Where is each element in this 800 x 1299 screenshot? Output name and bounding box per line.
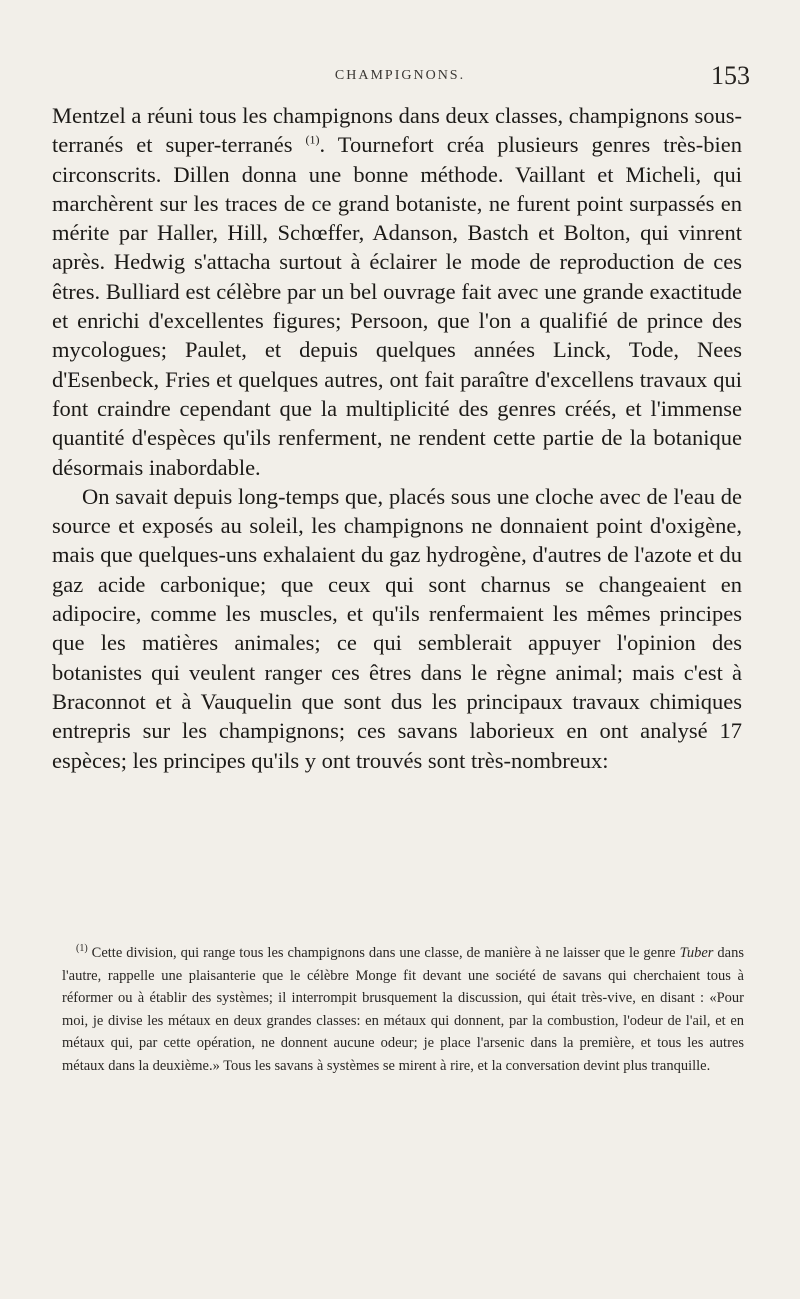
- page-number: 153: [711, 61, 750, 90]
- page-header: [50, 61, 750, 96]
- footnote-mark: (1): [76, 943, 88, 955]
- main-text: [52, 101, 742, 775]
- paragraph-1-part-a: Mentzel a réuni tous les champignons dans deux classes, champignons sous-terranés et super-terranés: [52, 103, 742, 158]
- running-title: CHAMPIGNONS.: [334, 68, 466, 83]
- paragraph-1: [52, 101, 742, 482]
- footnote: [62, 942, 744, 1077]
- footnote-reference: (1): [305, 132, 320, 147]
- paragraph-1-part-b: . Tournefort créa plusieurs genres très-bien circonscrits. Dillen donna une bonne méthode. Vaillant et Micheli, qui marchèrent sur les traces de ce grand botaniste, ne furent point surpassés en mérite par Haller, Hill, Schœffer, Adanson, Bastch et Bolton, qui vinrent après. Hedwig s'attacha surtout à éclairer le mode de reproduction de ces êtres. Bulliard est célèbre par un bel ouvrage fait avec une grande exactitude et enrichi d'excellentes figures; Persoon, que l'on a qualifié de prince des mycologues; Paulet, et depuis quelques années Linck, Tode, Nees d'Esenbeck, Fries et quelques autres, ont fait paraître d'excellens travaux qui font craindre cependant que la multiplicité des genres créés, et l'immense quantité d'espèces qu'ils renferment, ne rendent cette partie de la botanique désormais inabordable.: [52, 132, 742, 480]
- footnote-italic-term: Tuber: [679, 945, 714, 961]
- footnote-part-b: dans l'autre, rappelle une plaisanterie que le célèbre Monge fit devant une société de savans qui cherchaient tous à réformer ou à établir des systèmes; il interrompit brusquement la discussion, qui était très-vive, en disant : «Pour moi, je divise les métaux en deux grandes classes: en métaux qui donnent, par la combustion, l'odeur de l'ail, et en métaux qui, par cette opération, ne donnent aucune odeur; je place l'arsenic dans la première, et tous les autres métaux dans la deuxième.» Tous les savans à systèmes se mirent à rire, et la conversation devint plus tranquille.: [62, 945, 744, 1074]
- footnote-part-a: Cette division, qui range tous les champignons dans une classe, de manière à ne laisser que le genre: [87, 945, 680, 961]
- paragraph-2: On savait depuis long-temps que, placés sous une cloche avec de l'eau de source et exposés au soleil, les champignons ne donnaient point d'oxigène, mais que quelques-uns exhalaient du gaz hydrogène, d'autres de l'azote et du gaz acide carbonique; que ceux qui sont charnus se changeaient en adipocire, comme les muscles, et qu'ils renfermaient les mêmes principes que les matières animales; ce qui semblerait appuyer l'opinion des botanistes qui veulent ranger ces êtres dans le règne animal; mais c'est à Braconnot et à Vauquelin que sont dus les principaux travaux chimiques entrepris sur les champignons; ces savans laborieux en ont analysé 17 espèces; les principes qu'ils y ont trouvés sont très-nombreux:: [52, 483, 742, 773]
- footnote-text: [62, 942, 744, 1077]
